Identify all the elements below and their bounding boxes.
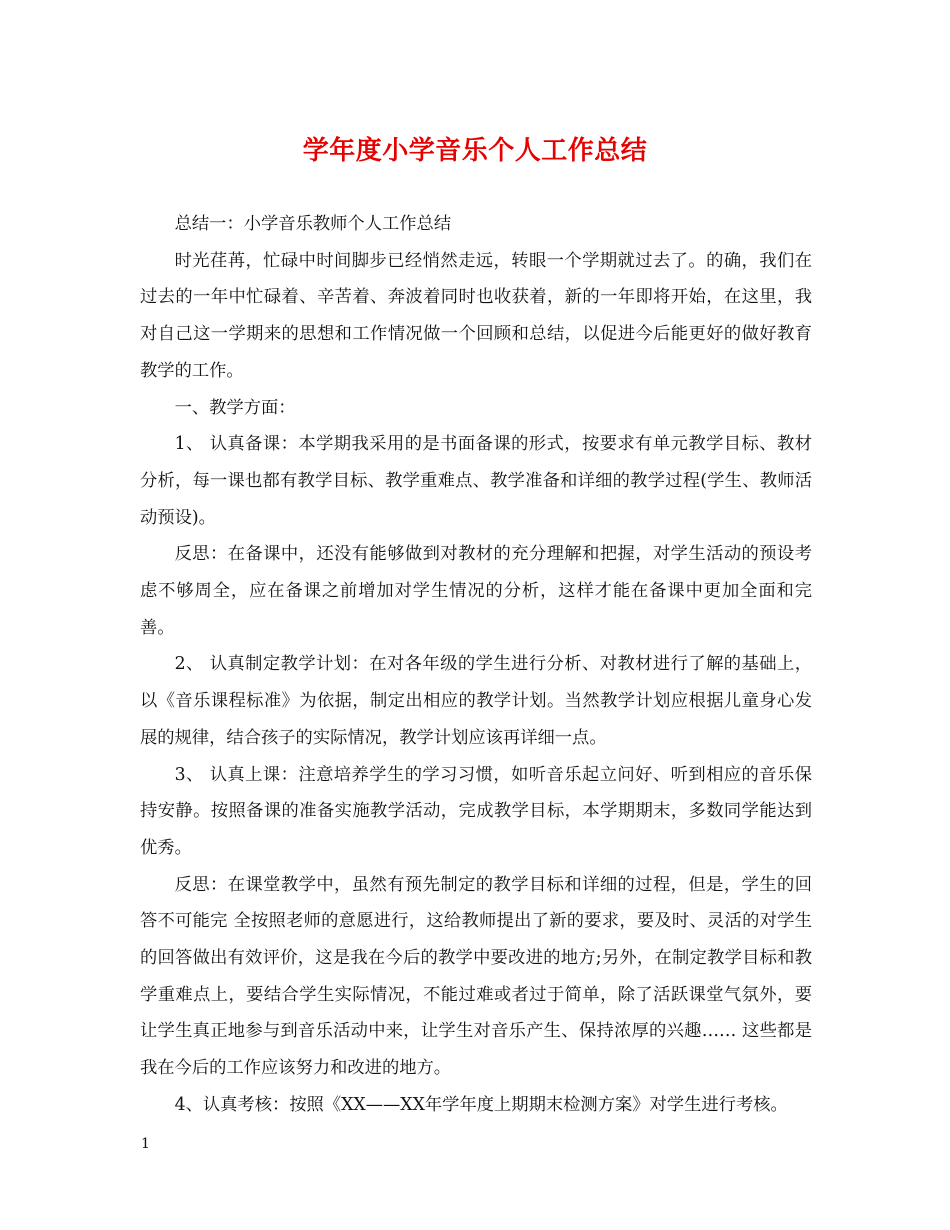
document-body bbox=[140, 206, 812, 1124]
item-classroom-teaching: 3、 认真上课：注意培养学生的学习习惯，如听音乐起立问好、听到相应的音乐保持安静。按照备课的准备实施教学活动，完成教学目标，本学期期末，多数同学能达到优秀。 bbox=[140, 764, 812, 858]
item-lesson-preparation: 1、 认真备课：本学期我采用的是书面备课的形式，按要求有单元教学目标、教材分析，每一课也都有教学目标、教学重难点、教学准备和详细的教学过程(学生、教师活动预设)。 bbox=[140, 434, 812, 528]
page-number: 1 bbox=[141, 1136, 150, 1152]
intro-paragraph: 时光荏苒，忙碌中时间脚步已经悄然走远，转眼一个学期就过去了。的确，我们在过去的一年中忙碌着、辛苦着、奔波着同时也收获着，新的一年即将开始，在这里，我对自己这一学期来的思想和工作情况做一个回顾和总结，以促进今后能更好的做好教育教学的工作。 bbox=[140, 250, 812, 381]
document-title: 学年度小学音乐个人工作总结 bbox=[302, 136, 648, 166]
reflection-lesson-preparation: 反思：在备课中，还没有能够做到对教材的充分理解和把握，对学生活动的预设考虑不够周全，应在备课之前增加对学生情况的分析，这样才能在备课中更加全面和完善。 bbox=[140, 544, 812, 638]
item-assessment: 4、认真考核：按照《XX——XX年学年度上期期末检测方案》对学生进行考核。 bbox=[174, 1094, 788, 1115]
reflection-classroom-teaching: 反思：在课堂教学中，虽然有预先制定的教学目标和详细的过程，但是，学生的回答不可能完 全按照老师的意愿进行，这给教师提出了新的要求，要及时、灵活的对学生的回答做出有效评价，这是我在今后的教学中要改进的地方;另外，在制定教学目标和教学重难点上，要结合学生实际情况，不能过难或者过于简单，除了活跃课堂气氛外，要让学生真正地参与到音乐活动中来，让学生对音乐产生、保持浓厚的兴趣…… 这些都是我在今后的工作应该努力和改进的地方。 bbox=[140, 874, 812, 1079]
item-teaching-plan: 2、 认真制定教学计划：在对各年级的学生进行分析、对教材进行了解的基础上，以《音乐课程标准》为依据，制定出相应的教学计划。当然教学计划应根据儿童身心发展的规律，结合孩子的实际情况，教学计划应该再详细一点。 bbox=[140, 654, 812, 748]
section-heading-teaching: 一、教学方面： bbox=[174, 397, 296, 418]
section-heading-summary-one: 总结一：小学音乐教师个人工作总结 bbox=[174, 214, 452, 234]
